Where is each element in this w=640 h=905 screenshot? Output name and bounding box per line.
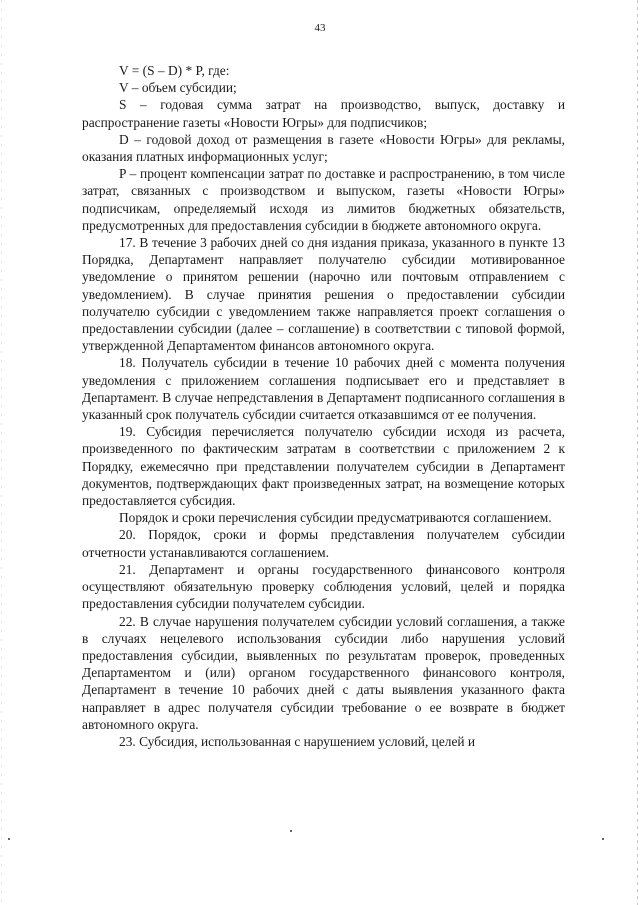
definition-d: D – годовой доход от размещения в газете «Новости Югры» для рекламы, оказания платных информационных услуг; bbox=[82, 131, 565, 165]
document-body bbox=[82, 62, 565, 750]
scan-edge-left bbox=[1, 0, 2, 905]
clause-19-note: Порядок и сроки перечисления субсидии предусматриваются соглашением. bbox=[119, 510, 552, 526]
scan-speck bbox=[290, 830, 292, 832]
definition-s: S – годовая сумма затрат на производство, выпуск, доставку и распространение газеты «Новости Югры» для подписчиков; bbox=[82, 97, 565, 130]
scan-speck bbox=[602, 838, 604, 840]
scan-edge-right bbox=[637, 0, 638, 905]
clause-23: 23. Субсидия, использованная с нарушением условий, целей и bbox=[119, 733, 476, 749]
clause-20: 20. Порядок, сроки и формы представления получателем субсидии отчетности устанавливаются соглашением. bbox=[82, 527, 565, 560]
clause-17: 17. В течение 3 рабочих дней со дня издания приказа, указанного в пункте 13 Порядка, Департамент направляет получателю субсидии мотивированное уведомление о принятом решении (нарочно или почтовым отправлением с уведомлением). В случае принятия решения о предоставлении субсидии получателю субсидии с уведомлением также направляется проект соглашения о предоставлении субсидии (далее – соглашение) в соответствии с типовой формой, утвержденной Департаментом финансов автономного округа. bbox=[82, 235, 565, 354]
definition-p: P – процент компенсации затрат по доставке и распространению, в том числе затрат, связанных с производством и выпуском, газеты «Новости Югры» подписчикам, определяемый исходя из лимитов бюджетных обязательств, предусмотренных для предоставления субсидии в бюджете автономного округа. bbox=[82, 166, 565, 233]
scan-speck bbox=[8, 838, 10, 840]
formula-line: V = (S – D) * P, где: bbox=[119, 63, 230, 78]
clause-19: 19. Субсидия перечисляется получателю субсидии исходя из расчета, произведенного по фактическим затратам в соответствии с приложением 2 к Порядку, ежемесячно при представлении получателем субсидии в Департамент документов, подтверждающих факт произведенных затрат, на возмещение которых предоставляется субсидия. bbox=[82, 424, 565, 509]
definition-v: V – объем субсидии; bbox=[119, 80, 237, 96]
clause-18: 18. Получатель субсидии в течение 10 рабочих дней с момента получения уведомления с приложением соглашения подписывает его и представляет в Департамент. В случае непредставления в Департамент подписанного соглашения в указанный срок получатель субсидии считается отказавшимся от ее получения. bbox=[82, 355, 565, 423]
page-number: 43 bbox=[314, 22, 326, 34]
clause-21: 21. Департамент и органы государственного финансового контроля осуществляют обязательную проверку соблюдения условий, целей и порядка предоставления субсидии получателем субсидии. bbox=[82, 561, 565, 612]
clause-22: 22. В случае нарушения получателем субсидии условий соглашения, а также в случаях нецелевого использования субсидии либо нарушения условий предоставления субсидии, выявленных по результатам проверок, проведенных Департаментом и (или) органом государственного финансового контроля, Департамент в течение 10 рабочих дней с даты выявления указанного факта направляет в адрес получателя субсидии требование о ее возврате в бюджет автономного округа. bbox=[82, 613, 565, 732]
